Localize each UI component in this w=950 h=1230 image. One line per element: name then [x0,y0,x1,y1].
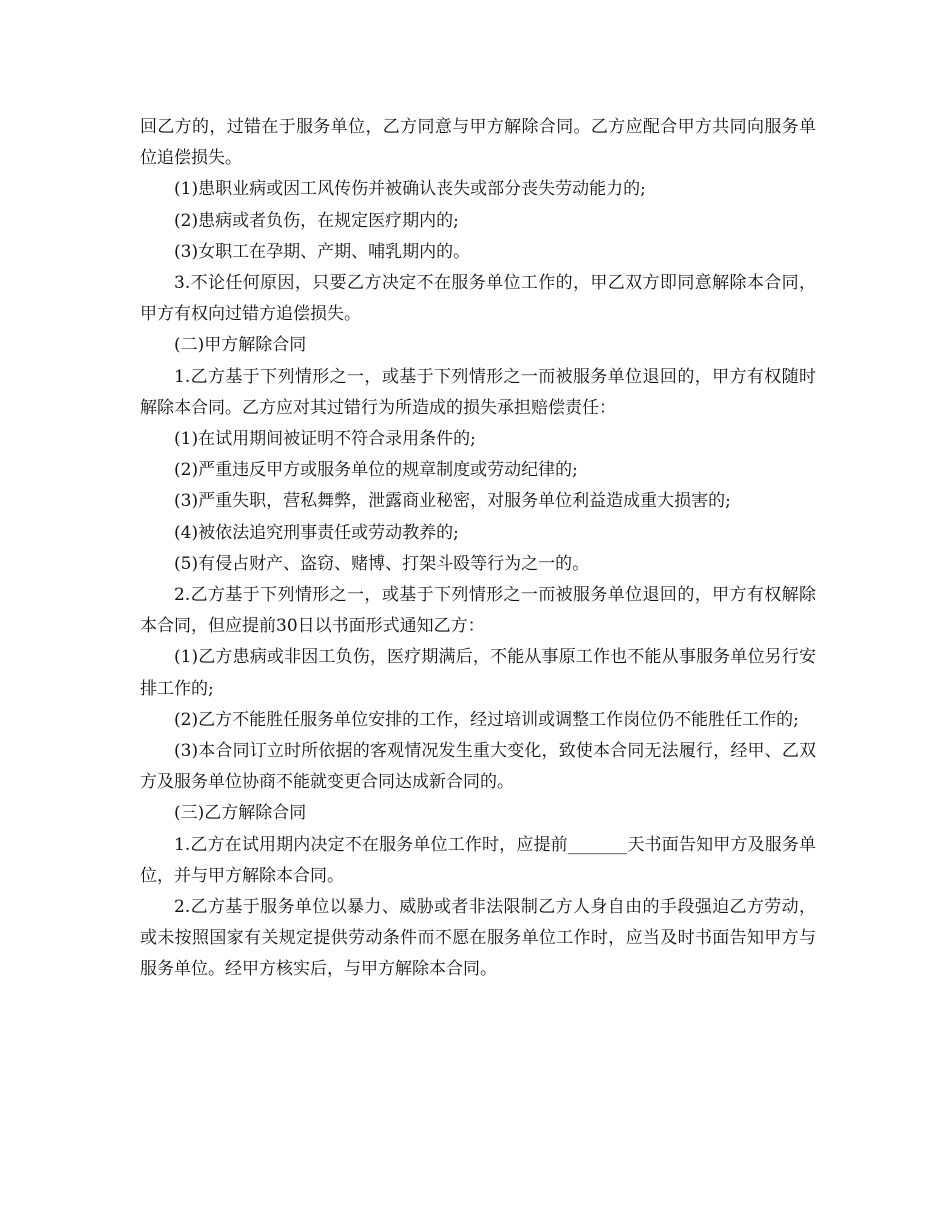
document-paragraph: (1)在试用期间被证明不符合录用条件的; [174,429,476,450]
document-paragraph: (5)有侵占财产、盗窃、赌博、打架斗殴等行为之一的。 [174,553,590,574]
document-paragraph: (二)甲方解除合同 [174,335,307,356]
document-paragraph: (3)女职工在孕期、产期、哺乳期内的。 [174,241,471,262]
document-paragraph: (1)乙方患病或非因工负伤，医疗期满后，不能从事原工作也不能从事服务单位另行安排工作的; [140,647,816,699]
document-paragraph: 2.乙方基于下列情形之一，或基于下列情形之一而被服务单位退回的，甲方有权解除本合同，但应提前30日以书面形式通知乙方： [140,585,816,637]
document-paragraph: (3)本合同订立时所依据的客观情况发生重大变化，致使本合同无法履行，经甲、乙双方及服务单位协商不能就变更合同达成新合同的。 [140,741,816,793]
document-paragraph: (4)被依法追究刑事责任或劳动教养的; [174,522,459,543]
document-paragraph: 1.乙方在试用期内决定不在服务单位工作时，应提前_______天书面告知甲方及服务单位，并与甲方解除本合同。 [140,834,816,886]
document-paragraph: (2)严重违反甲方或服务单位的规章制度或劳动纪律的; [174,460,578,481]
document-paragraph: (三)乙方解除合同 [174,803,307,824]
document-paragraph: 3.不论任何原因，只要乙方决定不在服务单位工作的，甲乙双方即同意解除本合同，甲方有权向过错方追偿损失。 [140,273,816,325]
document-paragraph: 1.乙方基于下列情形之一，或基于下列情形之一而被服务单位退回的，甲方有权随时解除本合同。乙方应对其过错行为所造成的损失承担赔偿责任： [140,366,816,418]
document-paragraph: (3)严重失职，营私舞弊，泄露商业秘密，对服务单位利益造成重大损害的; [174,491,731,512]
document-paragraph: (2)乙方不能胜任服务单位安排的工作，经过培训或调整工作岗位仍不能胜任工作的; [174,709,799,730]
document-paragraph: 回乙方的，过错在于服务单位，乙方同意与甲方解除合同。乙方应配合甲方共同向服务单位追偿损失。 [140,117,816,169]
document-paragraph: (1)患职业病或因工风传伤并被确认丧失或部分丧失劳动能力的; [174,179,646,200]
document-paragraph: 2.乙方基于服务单位以暴力、威胁或者非法限制乙方人身自由的手段强迫乙方劳动，或未按照国家有关规定提供劳动条件而不愿在服务单位工作时，应当及时书面告知甲方与服务单位。经甲方核实后，与甲方解除本合同。 [140,897,816,980]
document-paragraph: (2)患病或者负伤，在规定医疗期内的; [174,210,459,231]
document-page [140,112,816,986]
